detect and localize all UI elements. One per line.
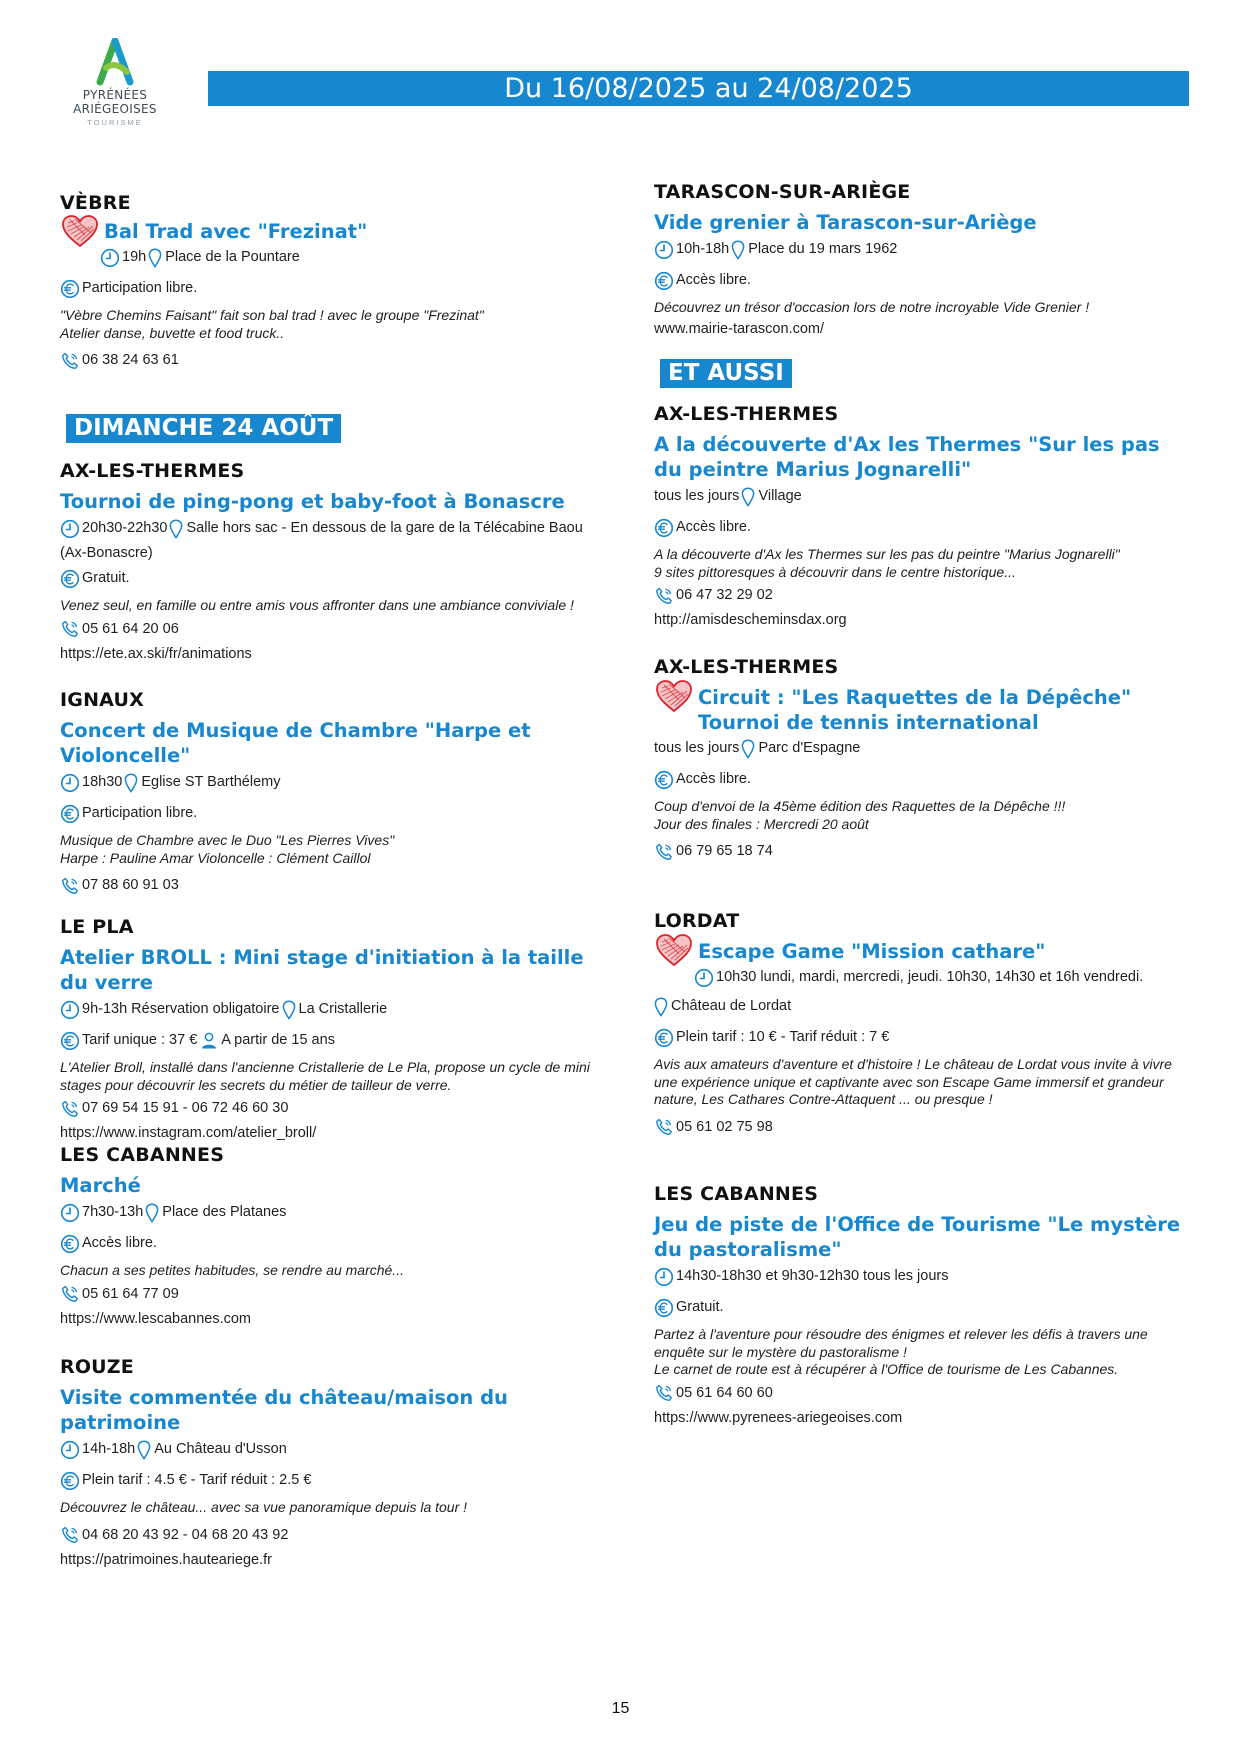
event-desc-line: une expérience unique et captivante avec son Escape Game immersif et grandeur bbox=[654, 1073, 1164, 1090]
event-desc-line: Le carnet de route est à récupérer à l'Office de tourisme de Les Cabannes. bbox=[654, 1361, 1119, 1377]
phone-icon bbox=[60, 1099, 80, 1119]
location-pin-icon bbox=[169, 519, 183, 539]
event-city: AX-LES-THERMES bbox=[60, 460, 245, 482]
euro-icon bbox=[654, 770, 674, 790]
euro-icon bbox=[60, 569, 80, 589]
event-phone[interactable] bbox=[60, 1282, 600, 1307]
event-price bbox=[60, 1231, 600, 1256]
event-time: 7h30-13h bbox=[82, 1204, 144, 1220]
logo-mark-icon bbox=[95, 38, 135, 88]
event-city: LES CABANNES bbox=[654, 1183, 819, 1205]
clock-icon bbox=[60, 1203, 80, 1223]
event-title-text: Bal Trad avec "Frezinat" bbox=[104, 220, 368, 243]
brand-logo bbox=[60, 38, 170, 127]
event-time-place bbox=[60, 516, 600, 541]
event-desc-line: 9 sites pittoresques à découvrir dans le centre historique... bbox=[654, 563, 1016, 580]
event-ax-raquettes bbox=[654, 655, 1194, 864]
event-desc-line: stages pour découvrir les secrets du métier de tailleur de verre. bbox=[60, 1076, 452, 1093]
event-title[interactable]: Marché bbox=[60, 1174, 141, 1197]
event-price bbox=[60, 1028, 600, 1053]
event-place: Place du 19 mars 1962 bbox=[748, 241, 898, 257]
event-city: LORDAT bbox=[654, 910, 740, 932]
event-time-place bbox=[60, 1200, 600, 1225]
event-website-link[interactable]: https://ete.ax.ski/fr/animations bbox=[60, 645, 252, 662]
event-desc-line: "Vèbre Chemins Faisant" fait son bal trad ! avec le groupe "Frezinat" bbox=[60, 307, 484, 323]
event-time-place bbox=[60, 997, 600, 1022]
event-title-text: Escape Game "Mission cathare" bbox=[698, 940, 1046, 963]
phone-icon bbox=[654, 1383, 674, 1403]
phone-icon bbox=[60, 619, 80, 639]
event-place: Village bbox=[758, 488, 802, 504]
event-website-link[interactable]: https://patrimoines.hauteariege.fr bbox=[60, 1551, 272, 1568]
event-desc-line: Coup d'envoi de la 45ème édition des Raquettes de la Dépêche !!! bbox=[654, 798, 1066, 814]
event-price-text: Plein tarif : 4.5 € - Tarif réduit : 2.5 € bbox=[82, 1472, 312, 1488]
event-desc-line: Découvrez un trésor d'occasion lors de notre incroyable Vide Grenier ! bbox=[654, 299, 1090, 315]
event-description bbox=[60, 1059, 600, 1094]
event-desc-line: Avis aux amateurs d'aventure et d'histoire ! Le château de Lordat vous invite à vivre bbox=[654, 1056, 1172, 1072]
event-phone-text: 05 61 64 20 06 bbox=[82, 620, 179, 637]
euro-icon bbox=[654, 1298, 674, 1318]
event-phone[interactable] bbox=[60, 1523, 600, 1548]
location-pin-icon bbox=[741, 739, 755, 759]
event-vebre bbox=[60, 191, 600, 373]
event-price bbox=[654, 515, 1194, 540]
event-time-place bbox=[654, 484, 1194, 509]
event-place-continued: (Ax-Bonascre) bbox=[60, 545, 153, 561]
event-price bbox=[60, 1468, 600, 1493]
event-city: IGNAUX bbox=[60, 689, 144, 711]
event-desc-line: Musique de Chambre avec le Duo "Les Pierres Vives" bbox=[60, 832, 395, 848]
event-title[interactable]: Tournoi de ping-pong et baby-foot à Bonascre bbox=[60, 490, 565, 513]
location-pin-icon bbox=[124, 773, 138, 793]
event-place: Parc d'Espagne bbox=[758, 740, 861, 756]
phone-icon bbox=[60, 876, 80, 896]
event-phone-text: 07 69 54 15 91 - 06 72 46 60 30 bbox=[82, 1100, 289, 1116]
event-time-text: 14h30-18h30 et 9h30-12h30 tous les jours bbox=[676, 1268, 949, 1284]
event-time-place bbox=[60, 1437, 600, 1462]
event-time: 18h30 bbox=[82, 774, 123, 790]
event-price bbox=[654, 1025, 1194, 1050]
event-place: Place des Platanes bbox=[162, 1204, 287, 1220]
event-website-link[interactable]: www.mairie-tarascon.com/ bbox=[654, 320, 825, 337]
event-price-text: Gratuit. bbox=[82, 570, 130, 586]
event-ax-jognarelli bbox=[654, 402, 1194, 633]
event-description bbox=[60, 307, 600, 342]
event-description bbox=[654, 546, 1194, 581]
location-pin-icon bbox=[731, 240, 745, 260]
event-description bbox=[654, 1056, 1194, 1109]
event-place: La Cristallerie bbox=[298, 1001, 388, 1017]
event-title[interactable]: Atelier BROLL : Mini stage d'initiation à la taille du verre bbox=[60, 946, 584, 994]
event-lepla bbox=[60, 915, 600, 1146]
event-time: tous les jours bbox=[654, 740, 740, 756]
event-title[interactable] bbox=[654, 939, 1194, 964]
location-pin-icon bbox=[148, 248, 162, 268]
event-title[interactable]: Jeu de piste de l'Office de Tourisme "Le mystère du pastoralisme" bbox=[654, 1213, 1181, 1261]
event-lescabannes-marche bbox=[60, 1143, 600, 1332]
clock-icon bbox=[654, 1267, 674, 1287]
event-price bbox=[654, 767, 1194, 792]
event-tarascon bbox=[654, 180, 1194, 342]
event-desc-line: A la découverte d'Ax les Thermes sur les pas du peintre "Marius Jognarelli" bbox=[654, 546, 1120, 562]
event-time bbox=[654, 1264, 1194, 1289]
event-description bbox=[654, 1326, 1194, 1379]
phone-icon bbox=[60, 351, 80, 371]
event-price-text: Tarif unique : 37 € bbox=[82, 1032, 198, 1048]
clock-icon bbox=[60, 519, 80, 539]
event-phone-text: 06 38 24 63 61 bbox=[82, 352, 179, 368]
heart-icon bbox=[60, 213, 100, 249]
event-price bbox=[654, 1295, 1194, 1320]
event-desc-line: Harpe : Pauline Amar Violoncelle : Clément Caillol bbox=[60, 849, 371, 866]
event-ax-pingpong bbox=[60, 459, 600, 667]
event-phone[interactable] bbox=[60, 873, 600, 898]
phone-icon bbox=[654, 842, 674, 862]
event-time-place bbox=[654, 736, 1194, 761]
event-price-text: Participation libre. bbox=[82, 805, 198, 821]
event-title[interactable]: Concert de Musique de Chambre "Harpe et Violoncelle" bbox=[60, 719, 531, 767]
event-city: AX-LES-THERMES bbox=[654, 656, 839, 678]
event-price-text: Accès libre. bbox=[676, 771, 751, 787]
event-time-text: 10h30 lundi, mardi, mercredi, jeudi. 10h30, 14h30 et 16h vendredi. bbox=[716, 969, 1144, 985]
event-website-link[interactable]: http://amisdescheminsdax.org bbox=[654, 612, 847, 628]
euro-icon bbox=[60, 279, 80, 299]
event-ignaux bbox=[60, 688, 600, 898]
event-title[interactable] bbox=[654, 685, 1194, 735]
event-desc-line: enquête sur le mystère du pastoralisme ! bbox=[654, 1343, 907, 1360]
clock-icon bbox=[654, 240, 674, 260]
event-description bbox=[654, 798, 1194, 833]
event-description bbox=[60, 832, 600, 867]
event-time: 14h-18h bbox=[82, 1441, 136, 1457]
logo-line-2: ARIÉGEOISES bbox=[73, 102, 157, 116]
event-price bbox=[60, 566, 600, 591]
euro-icon bbox=[60, 1031, 80, 1051]
phone-icon bbox=[654, 1117, 674, 1137]
event-time-place bbox=[60, 770, 600, 795]
event-time: tous les jours bbox=[654, 488, 740, 504]
day-heading: DIMANCHE 24 AOÛT bbox=[66, 414, 341, 443]
event-city: AX-LES-THERMES bbox=[654, 403, 839, 425]
event-title[interactable]: Visite commentée du château/maison du patrimoine bbox=[60, 1386, 508, 1434]
event-city: VÈBRE bbox=[60, 192, 131, 214]
location-pin-icon bbox=[741, 487, 755, 507]
event-desc-line: Venez seul, en famille ou entre amis vous affronter dans une ambiance conviviale ! bbox=[60, 597, 574, 613]
event-price bbox=[654, 268, 1194, 293]
event-lordat bbox=[654, 909, 1194, 1140]
event-city: LE PLA bbox=[60, 916, 134, 938]
event-desc-line: Partez à l'aventure pour résoudre des énigmes et relever les défis à travers une bbox=[654, 1326, 1148, 1342]
event-desc-line: Atelier danse, buvette et food truck.. bbox=[60, 324, 285, 341]
location-pin-icon bbox=[282, 1000, 296, 1020]
euro-icon bbox=[60, 1471, 80, 1491]
euro-icon bbox=[60, 1234, 80, 1254]
event-desc-line: Jour des finales : Mercredi 20 août bbox=[654, 815, 869, 832]
event-city: LES CABANNES bbox=[60, 1144, 225, 1166]
event-place: Eglise ST Barthélemy bbox=[141, 774, 281, 790]
event-place: Place de la Pountare bbox=[165, 249, 300, 265]
event-phone-text: 06 79 65 18 74 bbox=[676, 843, 773, 859]
location-pin-icon bbox=[145, 1203, 159, 1223]
event-phone-text: 05 61 02 75 98 bbox=[676, 1118, 773, 1135]
event-price-text: Accès libre. bbox=[676, 519, 751, 535]
event-lescabannes-jeu-de-piste bbox=[654, 1182, 1194, 1431]
clock-icon bbox=[694, 968, 714, 988]
phone-icon bbox=[60, 1284, 80, 1304]
clock-icon bbox=[100, 248, 120, 268]
event-title[interactable] bbox=[60, 219, 600, 244]
event-phone-text: 06 47 32 29 02 bbox=[676, 587, 773, 603]
logo-line-3: TOURISME bbox=[87, 118, 143, 127]
event-phone[interactable] bbox=[60, 617, 600, 642]
event-description bbox=[60, 1262, 600, 1280]
event-time: 10h-18h bbox=[676, 241, 730, 257]
event-phone[interactable] bbox=[654, 583, 1194, 608]
clock-icon bbox=[60, 1440, 80, 1460]
event-phone-text: 07 88 60 91 03 bbox=[82, 877, 179, 893]
event-phone[interactable] bbox=[654, 1381, 1194, 1406]
event-city: ROUZE bbox=[60, 1356, 134, 1378]
event-phone-text: 04 68 20 43 92 - 04 68 20 43 92 bbox=[82, 1526, 289, 1543]
event-price-text: Accès libre. bbox=[82, 1235, 157, 1251]
event-title[interactable]: Vide grenier à Tarascon-sur-Ariège bbox=[654, 211, 1037, 234]
heart-icon bbox=[654, 678, 694, 714]
event-price-text: Participation libre. bbox=[82, 280, 198, 296]
event-place-text: Château de Lordat bbox=[671, 998, 792, 1014]
event-desc-line: Découvrez le château... avec sa vue panoramique depuis la tour ! bbox=[60, 1499, 468, 1515]
logo-line-1: PYRÉNÉES bbox=[82, 88, 148, 102]
event-city: TARASCON-SUR-ARIÈGE bbox=[654, 181, 911, 203]
event-time: 19h bbox=[122, 249, 147, 265]
event-price-text: Gratuit. bbox=[676, 1299, 724, 1315]
euro-icon bbox=[654, 1028, 674, 1048]
event-website-link[interactable]: https://www.pyrenees-ariegeoises.com bbox=[654, 1409, 903, 1426]
event-place: Salle hors sac - En dessous de la gare de la Télécabine Baou bbox=[186, 520, 583, 536]
event-rouze bbox=[60, 1355, 600, 1573]
phone-icon bbox=[60, 1525, 80, 1545]
event-title-text: Circuit : "Les Raquettes de la Dépêche" Tournoi de tennis international bbox=[698, 686, 1132, 734]
heart-icon bbox=[654, 932, 694, 968]
event-phone[interactable] bbox=[654, 1115, 1194, 1140]
event-desc-line: L'Atelier Broll, installé dans l'ancienne Cristallerie de Le Pla, propose un cycle de mini bbox=[60, 1059, 590, 1075]
event-place: Au Château d'Usson bbox=[154, 1441, 287, 1457]
event-time: 9h-13h Réservation obligatoire bbox=[82, 1001, 280, 1017]
euro-icon bbox=[654, 271, 674, 291]
location-pin-icon bbox=[137, 1440, 151, 1460]
event-website-link[interactable]: https://www.lescabannes.com bbox=[60, 1310, 252, 1327]
event-title[interactable]: A la découverte d'Ax les Thermes "Sur les pas du peintre Marius Jognarelli" bbox=[654, 433, 1160, 481]
location-pin-icon bbox=[654, 997, 668, 1017]
event-price-text: Plein tarif : 10 € - Tarif réduit : 7 € bbox=[676, 1029, 890, 1045]
event-time-place bbox=[60, 245, 600, 270]
date-range-banner: Du 16/08/2025 au 24/08/2025 bbox=[208, 71, 1189, 106]
event-time bbox=[654, 965, 1194, 990]
euro-icon bbox=[654, 518, 674, 538]
event-phone-text: 05 61 64 77 09 bbox=[82, 1285, 179, 1302]
event-website-link[interactable]: https://www.instagram.com/atelier_broll/ bbox=[60, 1125, 317, 1141]
event-age: A partir de 15 ans bbox=[221, 1032, 335, 1048]
event-phone[interactable] bbox=[654, 839, 1194, 864]
event-description bbox=[654, 299, 1194, 317]
event-price bbox=[60, 276, 600, 301]
event-phone-text: 05 61 64 60 60 bbox=[676, 1384, 773, 1401]
event-price bbox=[60, 801, 600, 826]
event-place bbox=[654, 994, 1194, 1019]
clock-icon bbox=[60, 773, 80, 793]
section-heading-et-aussi: ET AUSSI bbox=[660, 359, 792, 388]
phone-icon bbox=[654, 586, 674, 606]
event-desc-line: Chacun a ses petites habitudes, se rendre au marché... bbox=[60, 1262, 404, 1278]
clock-icon bbox=[60, 1000, 80, 1020]
event-description bbox=[60, 597, 600, 615]
event-time-place bbox=[654, 237, 1194, 262]
event-phone[interactable] bbox=[60, 1096, 600, 1121]
event-phone[interactable] bbox=[60, 348, 600, 373]
event-description bbox=[60, 1499, 600, 1517]
event-price-text: Accès libre. bbox=[676, 272, 751, 288]
euro-icon bbox=[60, 804, 80, 824]
event-desc-line: nature, Les Cathares Contre-Attaquent ... ou presque ! bbox=[654, 1091, 993, 1107]
person-icon bbox=[199, 1031, 219, 1051]
page-number: 15 bbox=[611, 1700, 630, 1717]
event-time: 20h30-22h30 bbox=[82, 520, 168, 536]
